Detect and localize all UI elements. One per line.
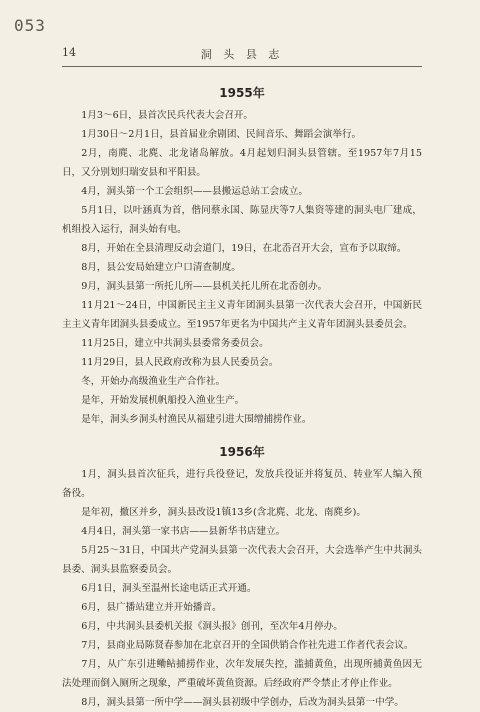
chronicle-entry: 是年，洞头乡洞头村渔民从福建引进大围缯捕捞作业。 <box>81 414 312 425</box>
running-header <box>62 46 422 64</box>
chronicle-entry: 1月30日～2月1日，县首届业余剧团、民间音乐、舞蹈会演举行。 <box>81 129 362 140</box>
chronicle-entry: 是年初，撤区并乡，洞头县改设1镇13乡(含北麂、北龙、南麂乡)。 <box>81 507 367 518</box>
chronicle-entry: 11月29日，县人民政府改称为县人民委员会。 <box>81 357 279 368</box>
chronicle-entry: 2月，南麂、北麂、北龙诸岛解放。4月起划归洞头县管辖。至1957年7月15日，又分别划归瑞安县和平阳县。 <box>62 148 422 178</box>
book-title: 洞 头 县 志 <box>200 48 284 61</box>
chronicle-entry: 冬，开始办高级渔业生产合作社。 <box>81 376 226 387</box>
chronicle-entry: 6月，县广播站建立并开始播音。 <box>81 602 222 613</box>
chronicle-entry: 9月，洞头县第一所托儿所——县机关托儿所在北岙创办。 <box>81 281 328 292</box>
header-rule <box>62 66 422 67</box>
chronicle-entry: 6月，中共洞头县委机关报《洞头报》创刊，至次年4月停办。 <box>81 621 343 632</box>
page-number: 14 <box>62 46 76 59</box>
chronicle-entry: 1月，洞头县首次征兵，进行兵役登记，发放兵役证并将复员、转业军人编入预备役。 <box>62 469 422 499</box>
chronicle-entry: 7月，县商业局陈贤春参加在北京召开的全国供销合作社先进工作者代表会议。 <box>81 640 414 651</box>
chronicle-entry: 4月，洞头第一个工会组织——县搬运总站工会成立。 <box>81 186 308 197</box>
chronicle-body <box>62 82 422 712</box>
chronicle-entry: 5月1日，以叶涵真为首，偕同蔡永国、陈显庆等7人集资等建的洞头电厂建成，机组投入运行，洞头始有电。 <box>62 205 422 235</box>
chronicle-entry: 4月4日，洞头第一家书店——县新华书店建立。 <box>81 526 286 537</box>
corner-page-number: 053 <box>14 16 46 35</box>
chronicle-entry: 1月3～6日，县首次民兵代表大会召开。 <box>81 110 253 121</box>
chronicle-entry: 8月，县公安局始建立户口清查制度。 <box>81 262 241 273</box>
year-heading: 1955年 <box>219 86 265 100</box>
chronicle-entry: 6月1日，洞头至温州长途电话正式开通。 <box>81 583 257 594</box>
chronicle-entry: 11月25日，建立中共洞头县委常务委员会。 <box>81 338 269 349</box>
chronicle-entry: 是年，开始发展机帆船投入渔业生产。 <box>81 395 245 406</box>
chronicle-entry: 8月，开始在全县清理反动会道门，19日，在北岙召开大会，宣布予以取缔。 <box>81 243 407 254</box>
chronicle-entry: 5月25～31日，中国共产党洞头县第一次代表大会召开，大会选举产生中共洞头县委、洞头县监察委员会。 <box>62 545 422 575</box>
chronicle-entry: 7月，从广东引进鳓鲇捕捞作业，次年发展失控，滥捕黄鱼，出现所捕黄鱼因无法处理而倒入厕所之现象，严重破坏黄鱼资源。后经政府严令禁止才停止作业。 <box>62 659 422 689</box>
chronicle-entry: 8月，洞头县第一所中学——洞头县初级中学创办，后改为洞头县第一中学。 <box>81 697 404 708</box>
year-heading: 1956年 <box>219 445 265 459</box>
chronicle-entry: 11月21～24日，中国新民主主义青年团洞头县第一次代表大会召开，中国新民主主义青年团洞头县委成立。至1957年更名为中国共产主义青年团洞头县委员会。 <box>62 300 422 330</box>
